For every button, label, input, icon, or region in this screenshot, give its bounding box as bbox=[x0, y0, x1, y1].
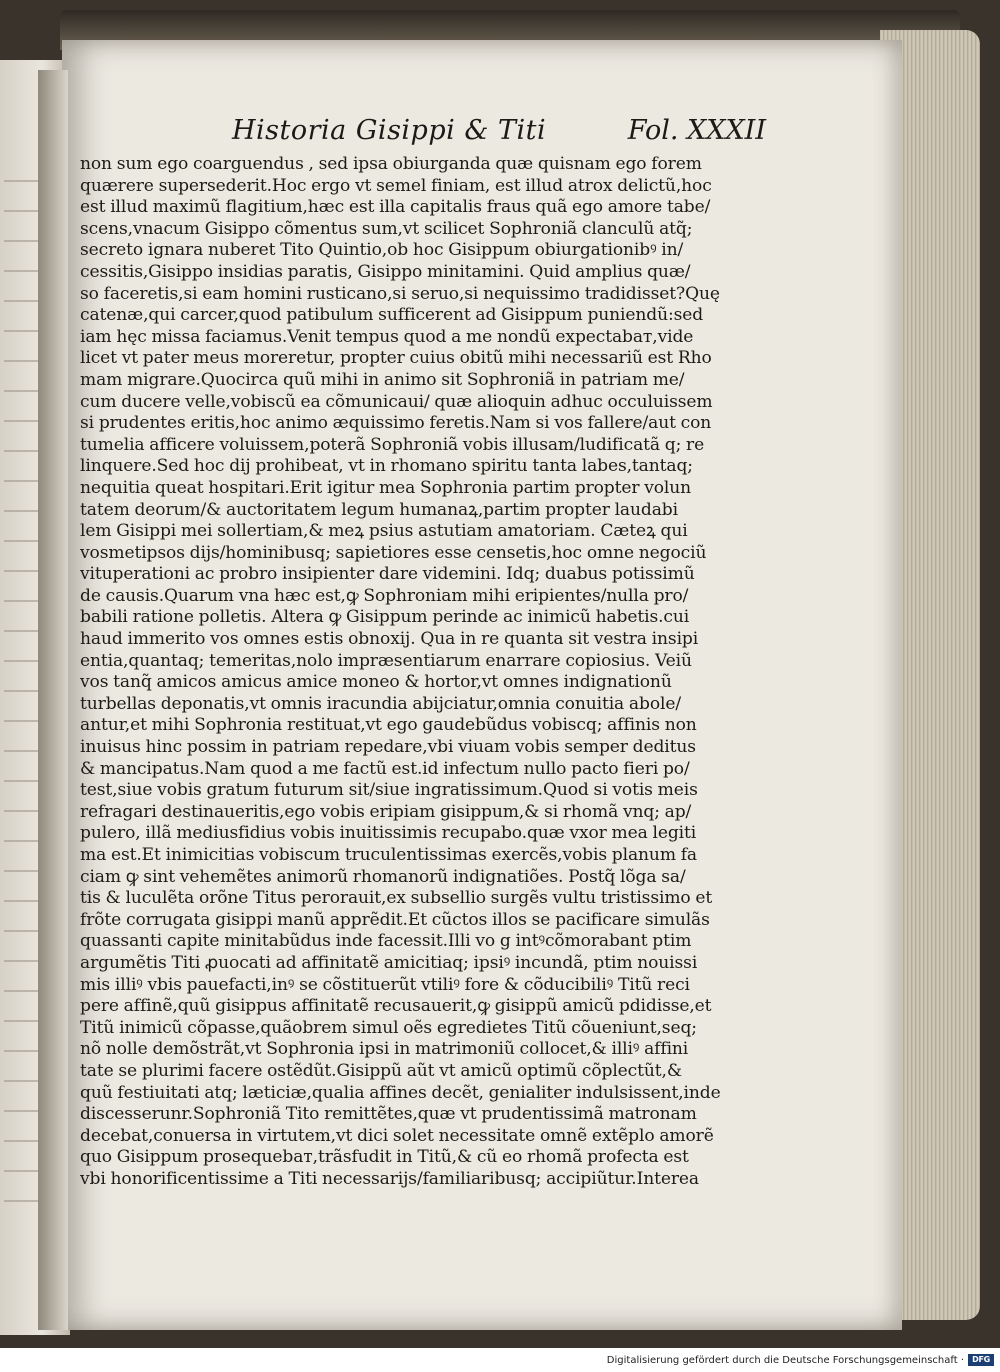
text-line: entia,quantaq; temeritas,nolo impræsentiarum enarrare copiosius. Veiũ bbox=[80, 650, 692, 671]
text-line: so faceretis,si eam homini rusticano,si seruo,si nequissimo tradidisset?Quę bbox=[80, 283, 720, 304]
text-line: inuisus hinc possim in patriam repedare,vbi viuam vobis semper deditus bbox=[80, 737, 696, 758]
text-line: vbi honorificentissime a Titi necessarijs/familiaribusq; accipiũtur.Interea bbox=[80, 1168, 699, 1189]
text-line: cessitis,Gisippo insidias paratis, Gisippo minitamini. Quid amplius quæ/ bbox=[80, 261, 691, 282]
text-line: antur,et mihi Sophronia restituat,vt ego gaudebũdus vobiscq; affinis non bbox=[80, 715, 697, 736]
text-line: quassanti capite minitabũdus inde facessit.Illi vo g intꝰcõmorabant ptim bbox=[80, 931, 692, 952]
text-line: iam hęc missa faciamus.Venit tempus quod a me nondũ expectabaт,vide bbox=[80, 326, 694, 347]
text-line: scens,vnacum Gisippo cõmentus sum,vt scilicet Sophroniã clanculũ atq̃; bbox=[80, 218, 693, 239]
text-line: quũ festiuitati atq; læticiæ,qualia affines decẽt, genialiter indulsissent,inde bbox=[80, 1082, 721, 1103]
text-line: ma est.Et inimicitias vobiscum truculentissimas exercẽs,vobis planum fa bbox=[80, 845, 697, 865]
text-line: nõ nolle demõstrãt,vt Sophronia ipsi in matrimoniũ collocet,& illiꝰ affini bbox=[80, 1039, 689, 1060]
text-line: si prudentes eritis,hoc animo æquissimo feretis.Nam si vos fallere/aut con bbox=[80, 413, 712, 434]
body-text-block bbox=[80, 154, 770, 1189]
text-line: est illud maximũ flagitium,hæc est illa capitalis fraus quã ego amore tabe/ bbox=[80, 197, 711, 218]
text-line: non sum ego coarguendus , sed ipsa obiurganda quæ quisnam ego forem bbox=[80, 154, 702, 174]
text-line: mis illiꝰ vbis pauefacti,inꝰ se cõstituerũt vtiliꝰ fore & cõducibiliꝰ Titũ reci bbox=[80, 974, 690, 995]
folio-number: Fol. XXXII bbox=[627, 115, 766, 146]
text-line: catenæ,qui carcer,quod patibulum sufficerent ad Gisippum puniendũ:sed bbox=[80, 305, 704, 326]
text-line: secreto ignara nuberet Tito Quintio,ob hoc Gisippum obiurgationibꝰ in/ bbox=[80, 240, 684, 261]
text-line: pulero, illã mediusfidius vobis inuitissimis recupabo.quæ vxor mea legiti bbox=[80, 823, 697, 844]
text-line: de causis.Quarum vna hæc est,ꝙ Sophroniam mihi eripientes/nulla pro/ bbox=[80, 585, 689, 606]
text-line: vos tanq̃ amicos amicus amice moneo & hortor,vt omnes indignationũ bbox=[80, 672, 672, 693]
text-line: argumẽtis Titi ꝓuocati ad affinitatẽ amicitiaq; ipsiꝰ incundã, ptim nouissi bbox=[80, 952, 698, 973]
dfg-logo: DFG bbox=[968, 1354, 994, 1366]
text-line: quærere supersederit.Hoc ergo vt semel finiam, est illud atrox delictũ,hoc bbox=[80, 175, 712, 196]
text-line: & mancipatus.Nam quod a me factũ est.id infectum nullo pacto fieri po/ bbox=[80, 758, 690, 779]
running-head bbox=[232, 115, 772, 155]
text-line: pere affinẽ,quũ gisippus affinitatẽ recusauerit,ꝙ gisippũ amicũ pdidisse,et bbox=[80, 996, 712, 1017]
text-line: decebat,conuersa in virtutem,vt dici solet necessitate omnẽ extẽplo amorẽ bbox=[80, 1125, 714, 1146]
text-line: frõte corrugata gisippi manũ apprẽdit.Et cũctos illos se pacificare simulãs bbox=[80, 909, 710, 930]
text-line: vituperationi ac probro insipienter dare videmini. Idq; duabus potissimũ bbox=[80, 564, 695, 585]
text-line: babili ratione polletis. Altera ꝙ Gisippum perinde ac inimicũ habetis.cui bbox=[80, 607, 690, 628]
text-line: discesserunr.Sophroniã Tito remittẽtes,quæ vt prudentissimã matronam bbox=[80, 1104, 697, 1125]
text-line: vosmetipsos dijs/hominibusq; sapietiores esse censetis,hoc omne negociũ bbox=[80, 542, 707, 563]
text-line: cum ducere velle,vobiscũ ea cõmunicaui/ quæ alioquin adhuc occuluissem bbox=[80, 391, 713, 412]
text-line: refragari destinaueritis,ego vobis eripiam gisippum,& si rhomã vnq; ap/ bbox=[80, 801, 692, 822]
text-line: mam migrare.Quocirca quũ mihi in animo sit Sophroniã in patriam me/ bbox=[80, 369, 685, 390]
text-line: ciam ꝙ sint vehemẽtes animorũ rhomanorũ indignatiões. Postq̃ lõga sa/ bbox=[80, 866, 686, 887]
text-line: lem Gisippi mei sollertiam,& meꝝ psius astutiam amatoriam. Cæteꝝ qui bbox=[80, 521, 688, 542]
text-line: test,siue vobis gratum futurum sit/siue ingratissimum.Quod si votis meis bbox=[80, 780, 698, 801]
page-gutter bbox=[38, 70, 68, 1330]
text-line: tis & luculẽta orõne Titus perorauit,ex subsellio surgẽs vultu tristissimo et bbox=[80, 888, 713, 909]
text-line: tate se plurimi facere ostẽdũt.Gisippũ aũt vt amicũ optimũ cõplectũt,& bbox=[80, 1060, 682, 1081]
text-line: quo Gisippum prosequebaт,trãsfudit in Titũ,& cũ eo rhomã profecta est bbox=[80, 1147, 689, 1168]
text-line: turbellas deponatis,vt omnis iracundia abijciatur,omnia conuitia abole/ bbox=[80, 693, 681, 714]
text-line: linquere.Sed hoc dij prohibeat, vt in rhomano spiritu tanta labes,tantaq; bbox=[80, 456, 693, 477]
funding-credit: Digitalisierung gefördert durch die Deutsche Forschungsgemeinschaft · bbox=[606, 1355, 964, 1366]
text-line: haud immerito vos omnes estis obnoxij. Qua in re quanta sit vestra insipi bbox=[80, 629, 699, 650]
text-line: Titũ inimicũ cõpasse,quãobrem simul oẽs egredietes Titũ cõueniunt,seq; bbox=[80, 1017, 697, 1038]
text-line: tatem deorum/& auctoritatem legum humanaꝝ,partim propter laudabi bbox=[80, 499, 678, 520]
running-title: Historia Gisippi & Titi bbox=[232, 115, 547, 146]
text-line: licet vt pater meus moreretur, propter cuius obitũ mihi necessariũ est Rho bbox=[80, 348, 712, 369]
text-line: tumelia afficere voluissem,poterã Sophroniã vobis illusam/ludificatã q; re bbox=[80, 434, 705, 455]
text-line: nequitia queat hospitari.Erit igitur mea Sophronia partim propter volun bbox=[80, 477, 692, 498]
